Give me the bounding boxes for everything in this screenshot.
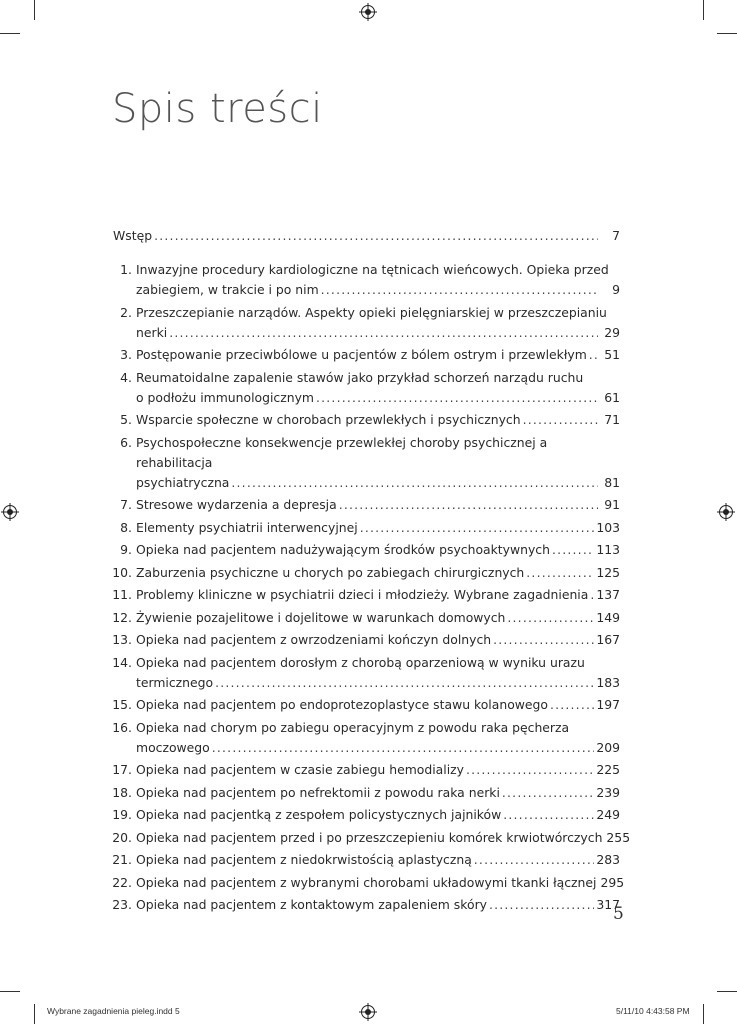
leader-dots [466,760,594,780]
toc-entry-page: 197 [596,697,620,712]
toc-entry-title-line: Psychospołeczne konsekwencje przewlekłej choroby psychicznej a rehabilitacja [136,434,548,470]
toc-entry-title: psychiatryczna [136,474,230,490]
registration-mark-icon [361,5,375,19]
toc-entry-title: Opieka nad pacjentem z owrzodzeniami kończyn dolnych [136,632,492,647]
leader-dots [502,783,594,803]
toc-entry[interactable] [113,608,620,628]
toc-entry[interactable] [113,345,620,365]
toc-entry[interactable] [113,585,620,605]
toc-entry-title: Opieka nad pacjentem nadużywającym środków psychoaktywnych [136,542,550,557]
leader-dots [523,410,598,430]
toc-entry-page: 317 [596,897,620,912]
crop-mark [34,1004,35,1024]
toc-entry-title: Problemy kliniczne w psychiatrii dzieci i młodzieży. Wybrane zagadnienia [136,587,589,602]
toc-entry-page: 9 [612,282,620,297]
toc-entry-number: 16. [112,719,132,735]
toc-entry-page: 149 [596,609,620,625]
toc-entry[interactable] [113,540,620,560]
crop-mark [34,0,35,20]
crop-mark [703,1004,704,1024]
toc-entry-title: Elementy psychiatrii interwencyjnej [136,519,358,535]
crop-mark [0,33,20,34]
toc-entry[interactable] [113,368,620,408]
leader-dots [507,608,594,628]
toc-entry-page: 209 [596,739,620,755]
toc-entry[interactable] [113,760,620,780]
toc-entry-page: 113 [596,542,620,557]
toc-entry-number: 6. [120,434,132,450]
toc-entry-title: Opieka nad pacjentem z wybranymi chorobami układowymi tkanki łącznej [136,874,597,890]
toc-entry-number: 23. [112,897,132,912]
toc-entry-number: 12. [112,609,132,625]
toc-entry-page: 239 [596,784,620,800]
toc-entry-page: 249 [596,807,620,822]
toc-entry-number: 5. [120,412,132,427]
leader-dots [169,323,598,343]
toc-entry-page: 295 [600,874,625,890]
toc-entry[interactable] [113,805,620,825]
toc-entry-title: Opieka nad pacjentem po nefrektomii z powodu raka nerki [136,784,500,800]
toc-entry-page: 51 [604,347,620,362]
crop-mark [0,991,20,992]
toc-entry-title: moczowego [136,739,210,755]
toc-entry-number: 21. [112,852,132,867]
toc-entry-page: 183 [596,674,620,690]
crop-mark [717,33,737,34]
toc-entry-number: 13. [112,632,132,647]
leader-dots [360,518,595,538]
toc-entry-title: Postępowanie przeciwbólowe u pacjentów z bólem ostrym i przewlekłym [136,347,587,362]
toc-entry[interactable] [113,518,620,538]
toc-entry-title: termicznego [136,674,214,690]
toc-entry-title: Opieka nad pacjentem z niedokrwistością aplastyczną [136,852,472,867]
toc-entry-title: Opieka nad pacjentem po endoprotezoplastyce stawu kolanowego [136,697,548,712]
toc-entry[interactable] [112,828,631,848]
toc-entry-title: Wsparcie społeczne w chorobach przewlekłych i psychicznych [136,412,521,427]
toc-entry[interactable] [113,783,620,803]
toc-entry[interactable] [113,895,620,915]
leader-dots [215,673,594,693]
leader-dots [212,738,595,758]
registration-mark-icon [361,1005,375,1019]
toc-entry[interactable] [113,303,620,343]
slug-filename: Wybrane zagadnienia pieleg.indd 5 [47,1006,180,1016]
toc-entry-page: 137 [596,587,620,602]
toc-entry-title-line: Przeszczepianie narządów. Aspekty opieki pielęgniarskiej w przeszczepianiu [136,304,607,320]
toc-entry[interactable] [112,873,625,893]
registration-mark-icon [719,505,733,519]
page-title: Spis treści [112,86,323,132]
toc-entry-number: 19. [112,807,132,822]
toc-entry-page: 91 [604,497,620,512]
toc-entry-title: Opieka nad pacjentem z kontaktowym zapaleniem skóry [136,897,487,912]
toc-entry-title: zabiegiem, w trakcie i po nim [136,282,319,297]
toc-entry-number: 1. [120,262,132,277]
toc-entry[interactable] [113,260,620,300]
toc-entry-number: 4. [120,369,132,385]
toc-entry[interactable] [113,718,620,758]
toc-entry[interactable] [113,410,620,430]
toc-entry-number: 9. [120,542,132,557]
leader-dots [339,495,598,515]
toc-entry-page: 81 [604,474,620,490]
toc-entry-number: 14. [112,654,132,670]
toc-entry-number: 18. [112,784,132,800]
toc-entry-page: 225 [596,762,620,777]
leader-dots [321,280,598,300]
toc-entry-title: o podłożu immunologicznym [136,389,315,405]
toc-entry-number: 8. [120,519,132,535]
toc-entry-number: 22. [112,874,132,890]
leader-dots [493,630,594,650]
leader-dots [589,345,598,365]
toc-entry-page: 125 [596,564,620,580]
toc-entry-number: 7. [120,497,132,512]
leader-dots [503,805,594,825]
toc-entry-title: Stresowe wydarzenia a depresja [136,497,337,512]
toc-entry-title-line: Reumatoidalne zapalenie stawów jako przykład schorzeń narządu ruchu [136,369,584,385]
toc-entry-number: 10. [112,564,132,580]
toc-entry-title: Wstęp [113,228,153,243]
toc-entry-page: 283 [596,852,620,867]
toc-entry-page: 7 [612,228,620,243]
toc-entry-title: Opieka nad pacjentem w czasie zabiegu hemodializy [136,762,464,777]
leader-dots [489,895,594,915]
toc-entry-page: 29 [604,324,620,340]
toc-entry-page: 167 [596,632,620,647]
page-number: 5 [613,904,624,924]
toc-entry-number: 2. [120,304,132,320]
toc-entry-page: 71 [604,412,620,427]
toc-entry-page: 255 [606,829,631,845]
toc-entry[interactable] [113,695,620,715]
toc-entry-title: Opieka nad pacjentką z zespołem policystycznych jajników [136,807,502,822]
leader-dots [590,585,594,605]
leader-dots [550,695,594,715]
table-of-contents [112,226,631,918]
toc-entry-intro[interactable] [113,226,620,246]
toc-entry-title: nerki [136,324,168,340]
toc-entry[interactable] [113,630,620,650]
toc-entry-number: 11. [112,587,132,602]
leader-dots [526,563,594,583]
leader-dots [552,540,594,560]
toc-entry-title-line: Opieka nad pacjentem dorosłym z chorobą oparzeniową w wyniku urazu [136,654,585,670]
registration-mark-icon [3,505,17,519]
toc-entry[interactable] [113,495,620,515]
leader-dots [231,473,598,493]
crop-mark [717,991,737,992]
toc-entry[interactable] [113,653,620,693]
leader-dots [316,388,598,408]
toc-entry-title-line: Inwazyjne procedury kardiologiczne na tętnicach wieńcowych. Opieka przed [136,262,609,277]
leader-dots [154,226,598,246]
toc-entry-title: Zaburzenia psychiczne u chorych po zabiegach chirurgicznych [136,564,525,580]
toc-entry-title-line: Opieka nad chorym po zabiegu operacyjnym z powodu raka pęcherza [136,719,570,735]
toc-entry-number: 17. [112,762,132,777]
toc-entry[interactable] [113,850,620,870]
toc-entry[interactable] [113,433,620,493]
toc-entry-page: 61 [604,389,620,405]
toc-entry-page: 103 [596,519,620,535]
toc-entry-number: 20. [112,829,132,845]
toc-entry-number: 3. [120,347,132,362]
toc-entry[interactable] [113,563,620,583]
crop-mark [703,0,704,20]
leader-dots [474,850,595,870]
slug-timestamp: 5/11/10 4:43:58 PM [616,1006,690,1016]
toc-entry-title: Opieka nad pacjentem przed i po przeszczepieniu komórek krwiotwórczych [136,829,603,845]
toc-entry-title: Żywienie pozajelitowe i dojelitowe w warunkach domowych [136,609,506,625]
toc-entry-number: 15. [112,697,132,712]
